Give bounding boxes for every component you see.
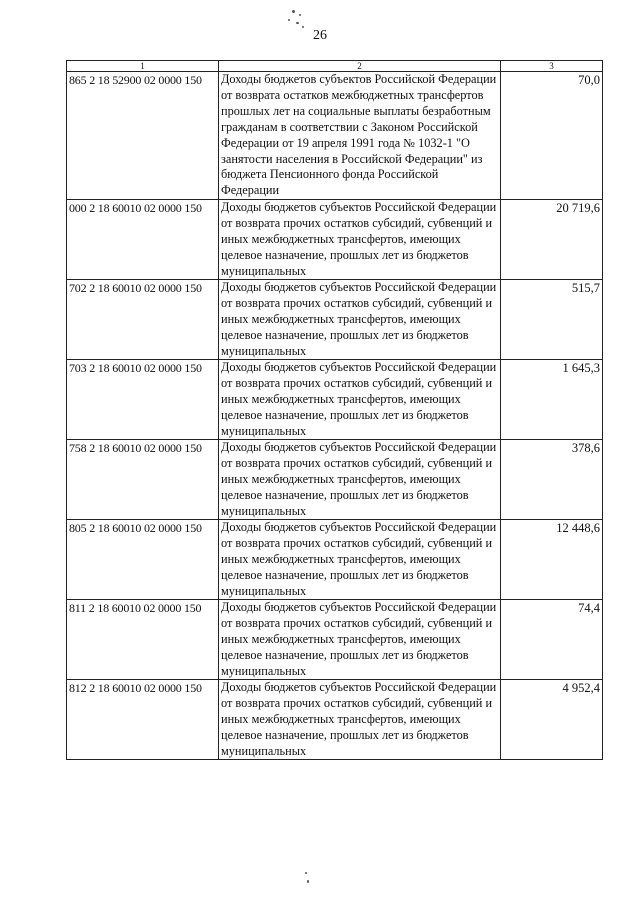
- column-number: 3: [501, 61, 603, 72]
- budget-code: 805 2 18 60010 02 0000 150: [67, 520, 219, 600]
- budget-code: 702 2 18 60010 02 0000 150: [67, 280, 219, 360]
- income-description-cell: [219, 440, 501, 520]
- table-row: [67, 360, 603, 440]
- budget-code: 812 2 18 60010 02 0000 150: [67, 680, 219, 760]
- table-row: [67, 600, 603, 680]
- amount: 74,4: [501, 600, 603, 680]
- income-description-cell: [219, 72, 501, 200]
- scan-speck: [288, 19, 290, 21]
- income-description: Доходы бюджетов субъектов Российской Федерации от возврата прочих остатков субсидий, субвенций и иных межбюджетных трансфертов, имеющих целевое назначение, прошлых лет из бюджетов муниципальных: [221, 360, 497, 438]
- table-row: [67, 200, 603, 280]
- scan-speck: [299, 14, 301, 16]
- column-number: 2: [219, 61, 501, 72]
- column-number: 1: [67, 61, 219, 72]
- column-number-row: [67, 61, 603, 72]
- income-description-cell: [219, 280, 501, 360]
- table-row: [67, 440, 603, 520]
- income-description: Доходы бюджетов субъектов Российской Федерации от возврата остатков межбюджетных трансфертов прошлых лет на социальные выплаты безработным гражданам в соответствии с Законом Российской Федерации от 19 апреля 1991 года № 1032-1 "О занятости населения в Российской Федерации" из бюджета Пенсионного фонда Российской Федерации: [221, 72, 497, 198]
- table-row: [67, 72, 603, 200]
- scan-speck: [307, 880, 309, 883]
- table-row: [67, 520, 603, 600]
- income-description: Доходы бюджетов субъектов Российской Федерации от возврата прочих остатков субсидий, субвенций и иных межбюджетных трансфертов, имеющих целевое назначение, прошлых лет из бюджетов муниципальных: [221, 280, 497, 358]
- table-row: [67, 280, 603, 360]
- scan-speck: [296, 22, 299, 24]
- income-description: Доходы бюджетов субъектов Российской Федерации от возврата прочих остатков субсидий, субвенций и иных межбюджетных трансфертов, имеющих целевое назначение, прошлых лет из бюджетов муниципальных: [221, 600, 497, 678]
- page-number: 26: [313, 28, 327, 43]
- table-row: [67, 680, 603, 760]
- income-description: Доходы бюджетов субъектов Российской Федерации от возврата прочих остатков субсидий, субвенций и иных межбюджетных трансфертов, имеющих целевое назначение, прошлых лет из бюджетов муниципальных: [221, 200, 497, 278]
- scan-speck: [292, 10, 295, 13]
- income-description-cell: [219, 520, 501, 600]
- income-description-cell: [219, 680, 501, 760]
- income-description-cell: [219, 200, 501, 280]
- income-description: Доходы бюджетов субъектов Российской Федерации от возврата прочих остатков субсидий, субвенций и иных межбюджетных трансфертов, имеющих целевое назначение, прошлых лет из бюджетов муниципальных: [221, 520, 497, 598]
- budget-code: 000 2 18 60010 02 0000 150: [67, 200, 219, 280]
- amount: 378,6: [501, 440, 603, 520]
- income-description: Доходы бюджетов субъектов Российской Федерации от возврата прочих остатков субсидий, субвенций и иных межбюджетных трансфертов, имеющих целевое назначение, прошлых лет из бюджетов муниципальных: [221, 440, 497, 518]
- amount: 515,7: [501, 280, 603, 360]
- income-description: Доходы бюджетов субъектов Российской Федерации от возврата прочих остатков субсидий, субвенций и иных межбюджетных трансфертов, имеющих целевое назначение, прошлых лет из бюджетов муниципальных: [221, 680, 497, 758]
- income-description-cell: [219, 360, 501, 440]
- budget-code: 758 2 18 60010 02 0000 150: [67, 440, 219, 520]
- amount: 12 448,6: [501, 520, 603, 600]
- amount: 1 645,3: [501, 360, 603, 440]
- income-description-cell: [219, 600, 501, 680]
- amount: 70,0: [501, 72, 603, 200]
- budget-code: 703 2 18 60010 02 0000 150: [67, 360, 219, 440]
- budget-code: 811 2 18 60010 02 0000 150: [67, 600, 219, 680]
- scan-speck: [305, 872, 307, 874]
- budget-table: [66, 60, 603, 760]
- budget-code: 865 2 18 52900 02 0000 150: [67, 72, 219, 200]
- amount: 20 719,6: [501, 200, 603, 280]
- amount: 4 952,4: [501, 680, 603, 760]
